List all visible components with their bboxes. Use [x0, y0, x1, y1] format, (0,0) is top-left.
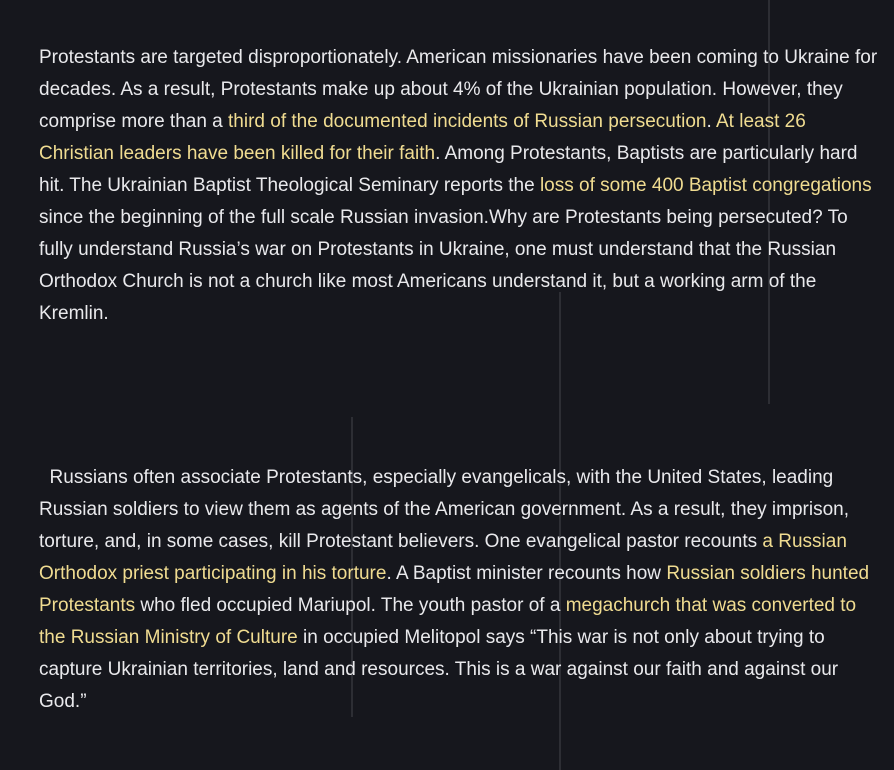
paragraph-text: since the beginning of the full scale Russian invasion.Why are Protestants being persecuted? To fully understand Russia’s war on Protestants in Ukraine, one must understand that the Russian Orthodox Church is not a church like most Americans understand it, but a working arm of the Kremlin. — [39, 207, 848, 324]
paragraph-text: . — [706, 111, 716, 132]
article-paragraph-2 — [39, 462, 879, 718]
link-orthodox-priest-torture[interactable]: a Russian Orthodox priest participating in his torture — [39, 531, 847, 584]
paragraph-text: . Among Protestants, Baptists are particularly hard hit. The Ukrainian Baptist Theological Seminary reports the — [39, 143, 858, 196]
paragraph-text: . A Baptist minister recounts how — [386, 563, 667, 584]
link-christian-leaders-killed[interactable]: At least 26 Christian leaders have been killed for their faith — [39, 111, 806, 164]
paragraph-text: who fled occupied Mariupol. The youth pastor of a — [135, 595, 566, 616]
link-baptist-congregations-lost[interactable]: loss of some 400 Baptist congregations — [539, 175, 872, 196]
paragraph-text: Russians often associate Protestants, especially evangelicals, with the United States, leading Russian soldiers to view them as agents of the American government. As a result, they imprison, torture, and, in some cases, kill Protestant believers. One evangelical pastor recounts — [39, 467, 849, 552]
paragraph-text: in occupied Melitopol says “This war is not only about trying to capture Ukrainian territories, land and resources. This is a war against our faith and against our God.” — [39, 627, 839, 712]
link-persecution-incidents[interactable]: third of the documented incidents of Russian persecution — [228, 111, 707, 132]
paragraph-text: Protestants are targeted disproportionately. American missionaries have been coming to Ukraine for decades. As a result, Protestants make up about 4% of the Ukrainian population. However, they comprise more than a — [39, 47, 878, 132]
link-megachurch-converted[interactable]: megachurch that was converted to the Russian Ministry of Culture — [39, 595, 857, 648]
article-paragraph-1 — [39, 42, 879, 330]
link-soldiers-hunted-protestants[interactable]: Russian soldiers hunted Protestants — [39, 563, 870, 616]
